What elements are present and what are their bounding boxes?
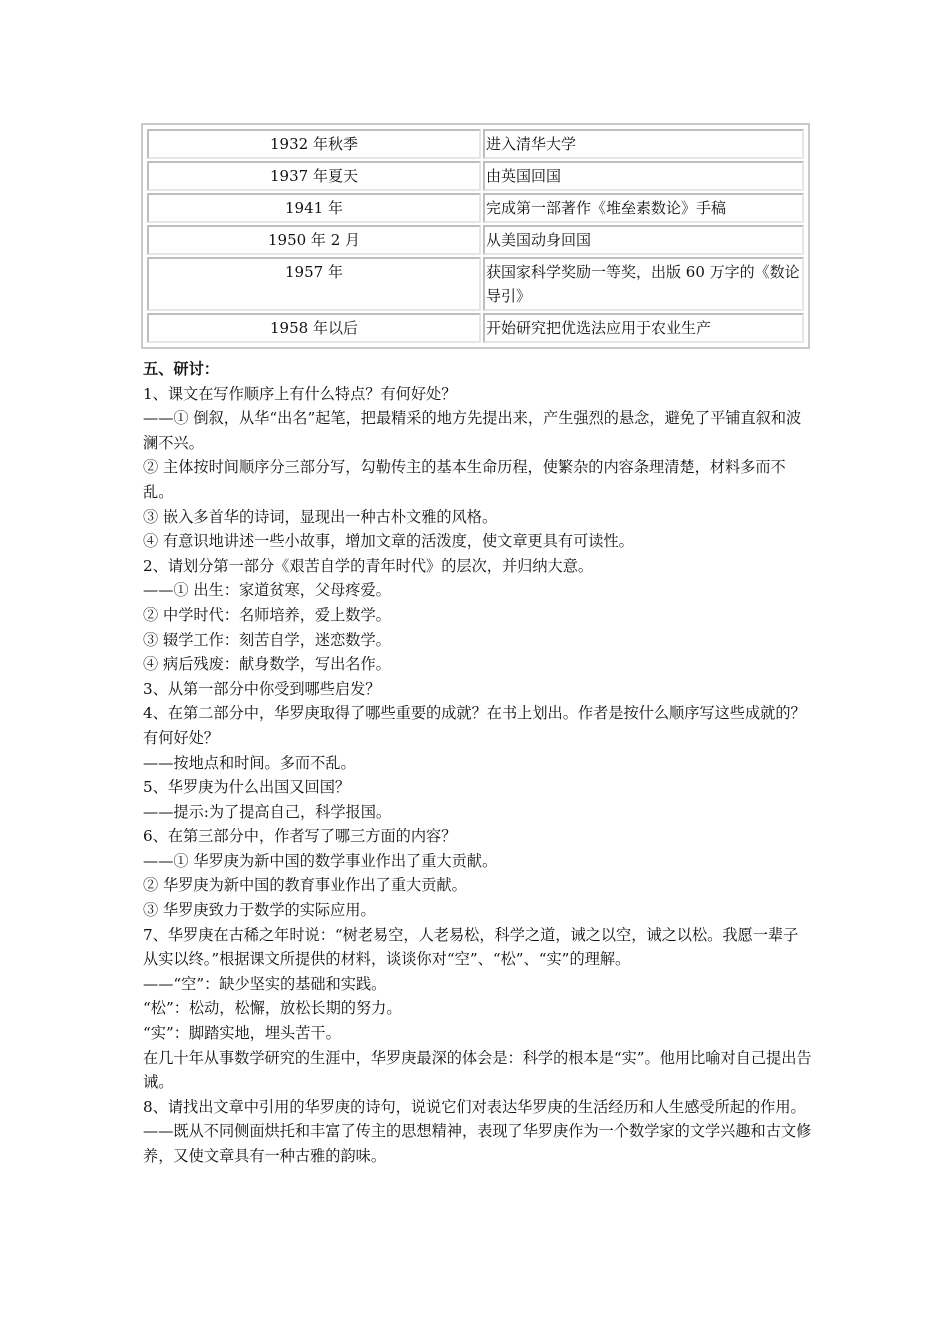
event-cell: 进入清华大学 bbox=[483, 129, 804, 159]
paragraph: ——按地点和时间。多而不乱。 bbox=[143, 753, 356, 772]
paragraph: ② 中学时代：名师培养，爱上数学。 bbox=[143, 605, 391, 624]
date-cell: 1932 年秋季 bbox=[147, 129, 481, 159]
table-row bbox=[147, 257, 804, 311]
paragraph: ③ 嵌入多首华的诗词，显现出一种古朴文雅的风格。 bbox=[143, 507, 498, 526]
table-row bbox=[147, 225, 804, 255]
paragraph: 3、从第一部分中你受到哪些启发？ bbox=[143, 679, 381, 698]
paragraph: ④ 病后残废：献身数学，写出名作。 bbox=[143, 655, 391, 674]
table-row bbox=[147, 193, 804, 223]
section-heading: 五、研讨： bbox=[143, 360, 219, 378]
table-row bbox=[147, 161, 804, 191]
timeline-table bbox=[141, 123, 810, 349]
paragraph: 在几十年从事数学研究的生涯中，华罗庚最深的体会是：科学的根本是“实”。他用比喻对自己提出告诫。 bbox=[143, 1048, 812, 1092]
paragraph: ——① 出生：家道贫寒，父母疼爱。 bbox=[143, 581, 391, 600]
paragraph: ——① 华罗庚为新中国的数学事业作出了重大贡献。 bbox=[143, 851, 498, 870]
paragraph: ——① 倒叙，从华“出名”起笔，把最精采的地方先提出来，产生强烈的悬念，避免了平铺直叙和波澜不兴。 bbox=[143, 409, 802, 452]
event-cell: 开始研究把优选法应用于农业生产 bbox=[483, 313, 804, 343]
paragraph: “松”：松动，松懈，放松长期的努力。 bbox=[143, 999, 402, 1018]
paragraph: ——提示:为了提高自己，科学报国。 bbox=[143, 802, 392, 821]
paragraph: 8、请找出文章中引用的华罗庚的诗句，说说它们对表达华罗庚的生活经历和人生感受所起的作用。 bbox=[143, 1097, 806, 1116]
event-cell: 完成第一部著作《堆垒素数论》手稿 bbox=[483, 193, 804, 223]
paragraph: ② 华罗庚为新中国的教育事业作出了重大贡献。 bbox=[143, 876, 467, 895]
date-cell: 1941 年 bbox=[147, 193, 481, 223]
date-cell: 1937 年夏天 bbox=[147, 161, 481, 191]
paragraph: 5、华罗庚为什么出国又回国？ bbox=[143, 778, 351, 797]
paragraph: 1、课文在写作顺序上有什么特点？有何好处？ bbox=[143, 384, 457, 403]
paragraph: 2、请划分第一部分《艰苦自学的青年时代》的层次，并归纳大意。 bbox=[143, 556, 594, 575]
paragraph: ③ 华罗庚致力于数学的实际应用。 bbox=[143, 901, 376, 920]
paragraph: 6、在第三部分中，作者写了哪三方面的内容？ bbox=[143, 827, 457, 846]
date-cell: 1957 年 bbox=[147, 257, 481, 311]
event-cell: 从美国动身回国 bbox=[483, 225, 804, 255]
paragraph: ③ 辍学工作：刻苦自学，迷恋数学。 bbox=[143, 630, 391, 649]
paragraph: ④ 有意识地讲述一些小故事，增加文章的活泼度，使文章更具有可读性。 bbox=[143, 532, 634, 551]
paragraph: “实”：脚踏实地，埋头苦干。 bbox=[143, 1024, 341, 1043]
paragraph: ——既从不同侧面烘托和丰富了传主的思想精神，表现了华罗庚作为一个数学家的文学兴趣和古文修养，又使文章具有一种古雅的韵味。 bbox=[143, 1122, 812, 1165]
paragraph: ——“空”：缺少坚实的基础和实践。 bbox=[143, 974, 387, 993]
table-row bbox=[147, 129, 804, 159]
date-cell: 1958 年以后 bbox=[147, 313, 481, 343]
paragraph: 7、华罗庚在古稀之年时说：“树老易空，人老易松，科学之道，诫之以空，诫之以松。我愿一辈子从实以终。”根据课文所提供的材料，谈谈你对“空”、“松”、“实”的理解。 bbox=[143, 925, 799, 969]
paragraph: 4、在第二部分中，华罗庚取得了哪些重要的成就？在书上划出。作者是按什么顺序写这些成就的？有何好处？ bbox=[143, 704, 806, 747]
table-row bbox=[147, 313, 804, 343]
event-cell: 由英国回国 bbox=[483, 161, 804, 191]
event-cell: 获国家科学奖励一等奖，出版 60 万字的《数论导引》 bbox=[483, 257, 804, 311]
discussion-section bbox=[143, 357, 813, 1169]
paragraph: ② 主体按时间顺序分三部分写，勾勒传主的基本生命历程，使繁杂的内容条理清楚，材料多而不乱。 bbox=[143, 458, 786, 501]
date-cell: 1950 年 2 月 bbox=[147, 225, 481, 255]
